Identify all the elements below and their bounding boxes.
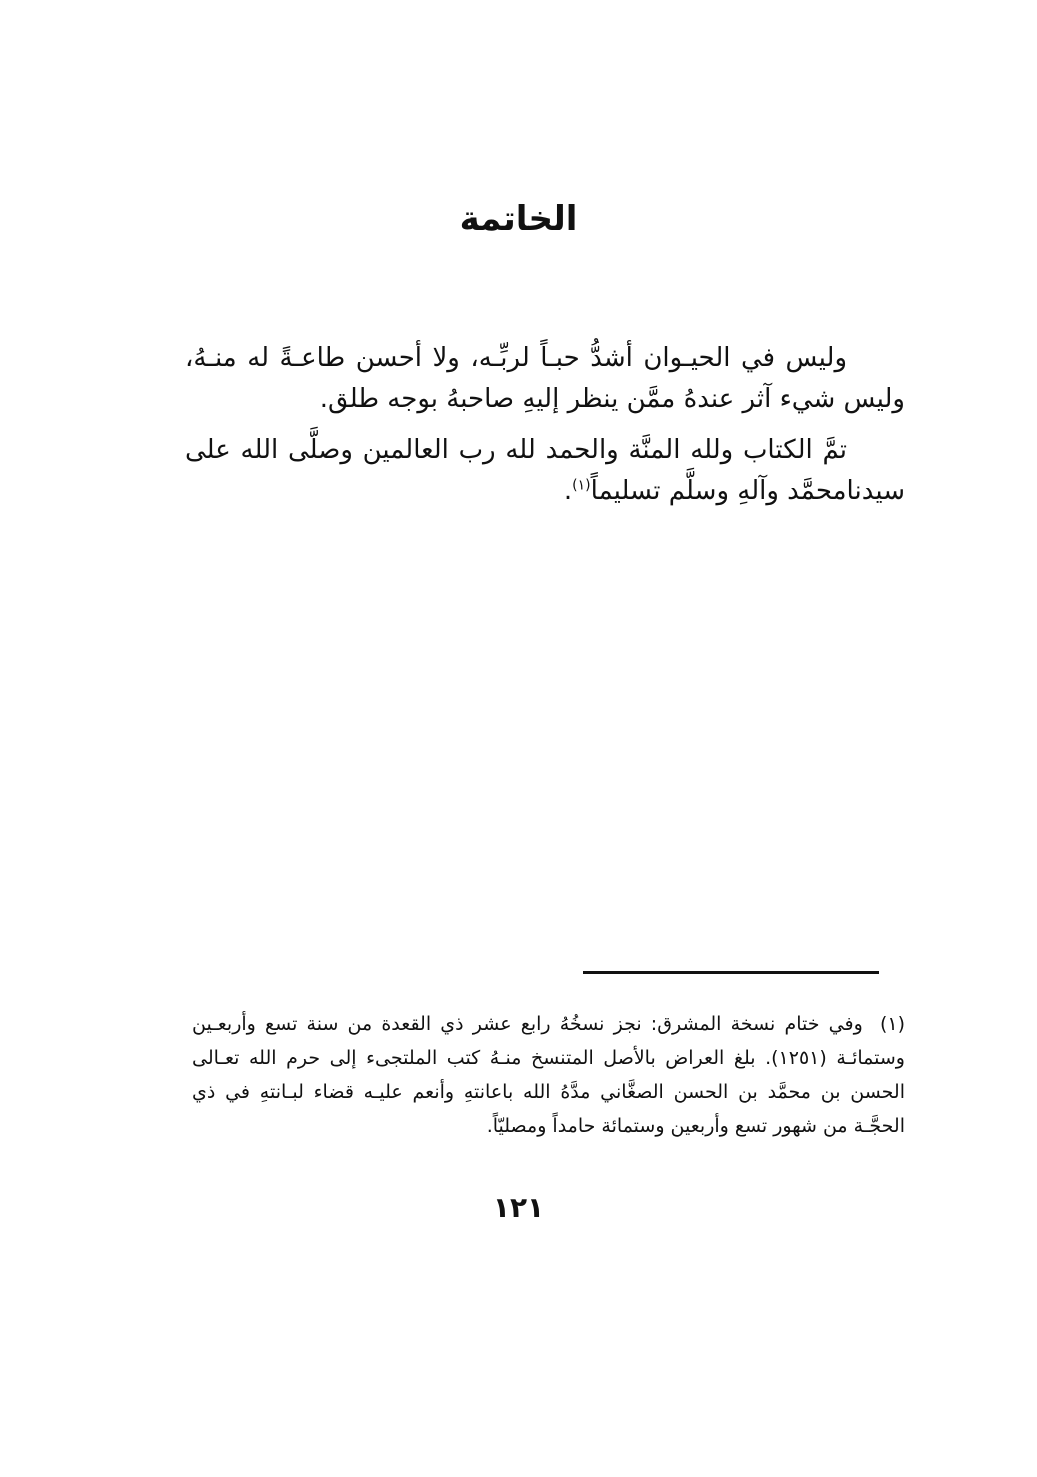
footnote-reference[interactable]: (١) xyxy=(572,477,591,494)
footnote xyxy=(192,1007,905,1143)
paragraph-2 xyxy=(185,430,905,512)
chapter-title: الخاتمة xyxy=(459,199,578,239)
footnote-number: (١) xyxy=(879,1013,905,1035)
paragraph-2-end: . xyxy=(563,476,573,506)
main-text xyxy=(185,338,905,522)
page-number: ١٢١ xyxy=(492,1191,545,1224)
paragraph-2-text: تمَّ الكتاب ولله المنَّة والحمد لله رب العالمين وصلَّى الله على سيدنامحمَّد وآلهِ وسلَّم تسليماً xyxy=(185,435,905,506)
paragraph-1: وليس في الحيـوان أشدُّ حبـاً لربِّـه، ولا أحسن طاعـةً له منـهُ، وليس شيء آثر عندهُ ممَّن ينظر إليهِ صاحبهُ بوجه طلق. xyxy=(185,343,905,414)
footnote-separator xyxy=(583,971,879,974)
footnote-text: وفي ختام نسخة المشرق: نجز نسخُهُ رابع عشر ذي القعدة من سنة تسع وأربعـين وستمائـة (١٢٥١). بلغ العراض بالأصل المتنسخ منـهُ كتب الملتجىء إلى حرم الله تعـالى الحسن بن محمَّد بن الحسن الصغَّاني مدَّهُ الله باعانتهِ وأنعم عليـه قضاء لبـانتهِ في ذي الحجَّـة من شهور تسع وأربعين وستمائة حامداً ومصليّاً. xyxy=(192,1013,905,1137)
